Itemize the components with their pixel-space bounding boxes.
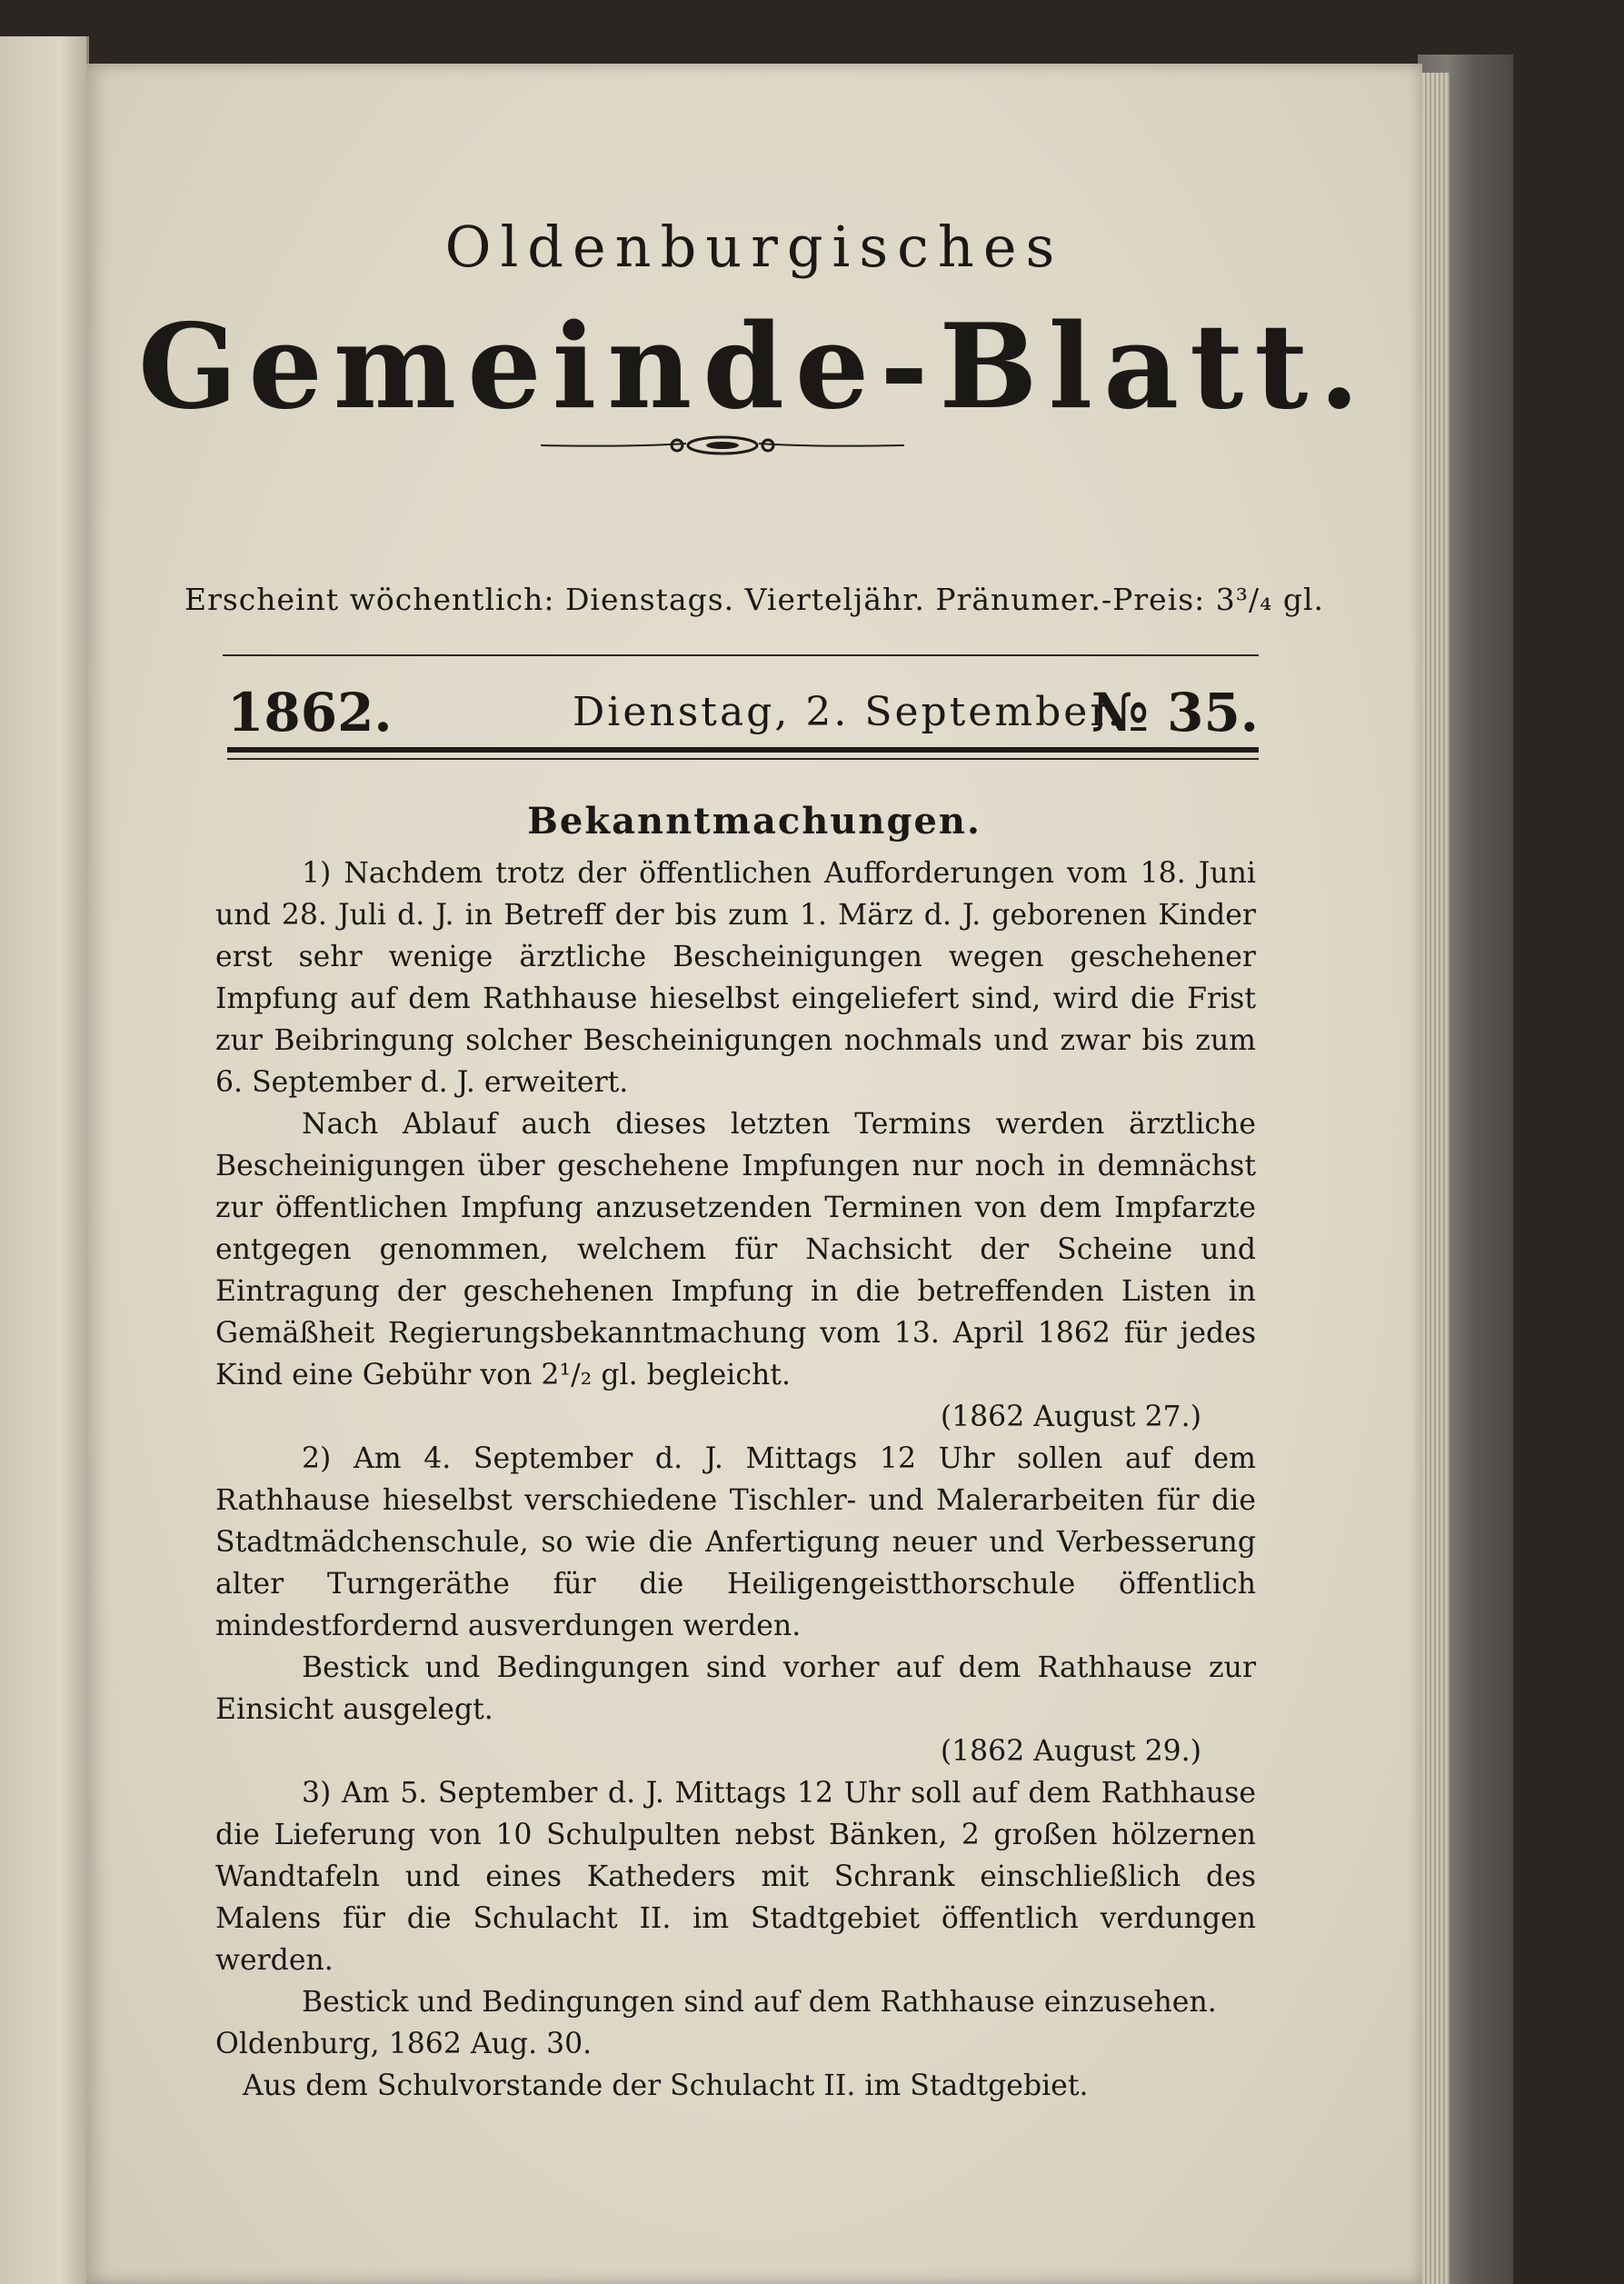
notice-3-signature: Aus dem Schulvorstande der Schulacht II. im Stadtgebiet. [243, 2070, 1089, 2102]
publication-subtitle: Erscheint wöchentlich: Dienstags. Vierteljähr. Pränumer.-Preis: 3³/₄ gl. [184, 582, 1325, 617]
issue-number: № 35. [1091, 682, 1259, 743]
rule-bottom-thick [227, 747, 1259, 753]
notice-3-paragraph-1: 3) Am 5. September d. J. Mittags 12 Uhr soll auf dem Rathhause die Lieferung von 10 Schulpulten nebst Bänken, 2 großen hölzernen Wandtafeln und eines Katheders mit Schrank einschließlich des Malens für die Schulacht II. im Stadtgebiet öffentlich verdungen werden. [215, 1777, 1256, 1977]
masthead-title: Gemeinde-Blatt. [138, 299, 1370, 435]
notice-2-paragraph-2: Bestick und Bedingungen sind vorher auf dem Rathhause zur Einsicht ausgelegt. [215, 1651, 1256, 1726]
notice-3-place-date: Oldenburg, 1862 Aug. 30. [215, 2028, 593, 2060]
ornament-divider [541, 427, 904, 464]
notice-1-paragraph-2: Nach Ablauf auch dieses letzten Termins werden ärztliche Bescheinigungen über geschehene Impfungen nur noch in demnächst zur öffentlichen Impfung anzusetzenden Terminen von dem Impfarzte entgegen genommen, welchem für Nachsicht der Scheine und Eintragung der geschehenen Impfung in die betreffenden Listen in Gemäßheit Regierungsbekanntmachung vom 13. April 1862 für jedes Kind eine Gebühr von 2¹/₂ gl. begleicht. [215, 1108, 1256, 1391]
facing-page-edge [0, 36, 89, 2284]
rule-bottom-thin [227, 758, 1259, 760]
rule-top [223, 654, 1259, 656]
dateline [227, 682, 1259, 745]
notice-2-date: (1862 August 29.) [940, 1735, 1201, 1768]
section-heading: Bekanntmachungen. [527, 800, 981, 843]
newspaper-page [86, 64, 1422, 2284]
issue-year: 1862. [227, 682, 393, 743]
notice-2-paragraph-1: 2) Am 4. September d. J. Mittags 12 Uhr sollen auf dem Rathhause hieselbst verschiedene Tischler- und Malerarbeiten für die Stadtmädchenschule, so wie die Anfertigung neuer und Verbesserung alter Turngeräthe für die Heiligengeistthorschule öffentlich mindestfordernd ausverdungen werden. [215, 1442, 1256, 1642]
notices-body [215, 853, 1256, 2107]
masthead-line-1: Oldenburgisches [444, 214, 1064, 280]
notice-3-paragraph-2: Bestick und Bedingungen sind auf dem Rathhause einzusehen. [302, 1986, 1217, 2019]
notice-1-date: (1862 August 27.) [940, 1401, 1201, 1433]
notice-1-paragraph-1: 1) Nachdem trotz der öffentlichen Aufforderungen vom 18. Juni und 28. Juli d. J. in Betreff der bis zum 1. März d. J. geborenen Kinder erst sehr wenige ärztliche Bescheinigungen wegen geschehener Impfung auf dem Rathhause hieselbst eingeliefert sind, wird die Frist zur Beibringung solcher Bescheinigungen nochmals und zwar bis zum 6. September d. J. erweitert. [215, 857, 1256, 1099]
issue-date: Dienstag, 2. September. [573, 689, 1123, 735]
